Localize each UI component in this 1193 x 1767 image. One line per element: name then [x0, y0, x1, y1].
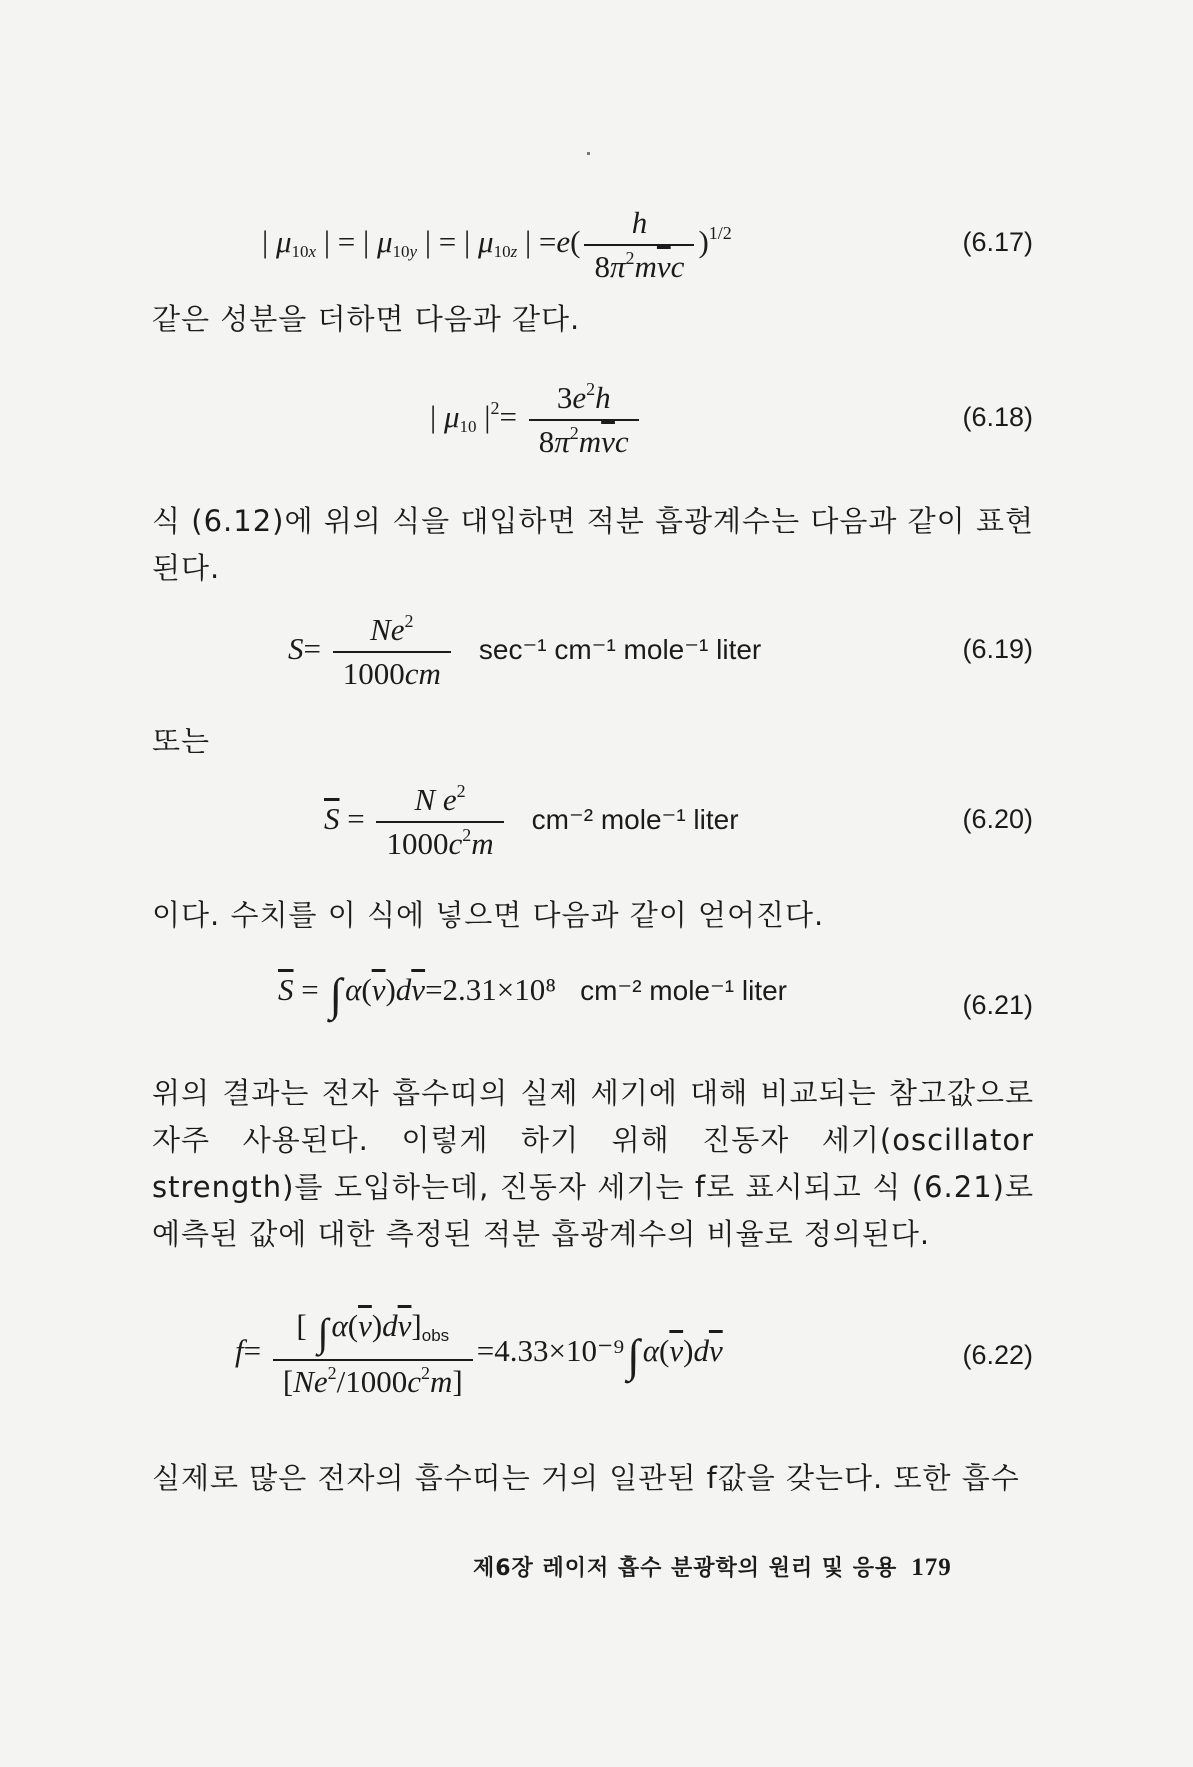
paragraph: 위의 결과는 전자 흡수띠의 실제 세기에 대해 비교되는 참고값으로 자주 사용된다. 이렇게 하기 위해 진동자 세기(oscillator strength)를 도입하는데, 진동자 세기는 f로 표시되고 식 (6.21)로 예측된 값에 대한 측정된 적분 흡광계수의 비율로 정의된다.	[152, 1076, 1034, 1251]
units: cm⁻² mole⁻¹ liter	[531, 804, 739, 836]
equation-body: S= $\frac{Ne^2}{1000cm}$ sec⁻¹ cm⁻¹ mole⁻¹ liter	[288, 611, 762, 691]
speck	[587, 152, 590, 155]
equation-value: 4.33×10⁻⁹	[494, 1333, 625, 1369]
paragraph: 실제로 많은 전자의 흡수띠는 거의 일관된 f값을 갖는다. 또한 흡수	[152, 1461, 1020, 1495]
equation-number: (6.20)	[962, 804, 1033, 834]
paragraph: 식 (6.12)에 위의 식을 대입하면 적분 흡광계수는 다음과 같이 표현된다.	[152, 504, 1034, 585]
paragraph: 또는	[152, 724, 211, 758]
equation-number: (6.18)	[962, 402, 1033, 432]
equation-body: | $\mu_{10}$ $|^2=$ $\frac{3e^2h}{8\pi^2m\overline{\nu}c}$	[430, 380, 643, 460]
chapter-title: 제6장 레이저 흡수 분광학의 원리 및 응용	[473, 1556, 898, 1581]
paragraph: 이다. 수치를 이 식에 넣으면 다음과 같이 얻어진다.	[152, 898, 825, 932]
equation-body: $\overline{S} = \int\alpha(\overline{\nu})d\overline{\nu}=2.31\times 10^8$ cm⁻² mole⁻¹ liter	[278, 969, 787, 1020]
equation-6-20	[0, 782, 1193, 862]
equation-body: f= $\frac{[ \int\alpha(\overline{\nu})d\overline{\nu}]_{obs}}{[Ne^2/1000c^2m]}$ $=4.33\times 10^{-9}\int\alpha(\overline{\nu})d\overline{\nu}$	[235, 1308, 723, 1399]
page-number: 179	[911, 1554, 952, 1581]
equation-value: 2.31×10⁸	[442, 972, 557, 1007]
equation-6-21	[0, 968, 1193, 1048]
subscript-obs: obs	[421, 1326, 450, 1345]
equation-body: | $\mu_{10x}$ | = | $\mu_{10y}$ | = | $\mu_{10z}$ | =e( $\frac{h}{8\pi^2m\overline{\nu}c}$ )$^{1/2}$	[262, 205, 732, 284]
equation-number: (6.21)	[962, 990, 1033, 1020]
equation-number: (6.17)	[962, 227, 1033, 257]
equation-number: (6.22)	[962, 1340, 1033, 1370]
equation-6-17	[0, 205, 1193, 285]
equation-6-19	[0, 612, 1193, 692]
page-footer	[473, 1551, 952, 1582]
equation-6-22	[0, 1298, 1193, 1408]
units: cm⁻² mole⁻¹ liter	[580, 975, 787, 1006]
paragraph: 같은 성분을 더하면 다음과 같다.	[152, 302, 581, 336]
equation-6-18	[0, 380, 1193, 460]
equation-body: $\overline{S}$ = $\frac{N e^2}{1000c^2m}$ cm⁻² mole⁻¹ liter	[324, 781, 739, 861]
units: sec⁻¹ cm⁻¹ mole⁻¹ liter	[478, 634, 762, 666]
equation-number: (6.19)	[962, 634, 1033, 664]
